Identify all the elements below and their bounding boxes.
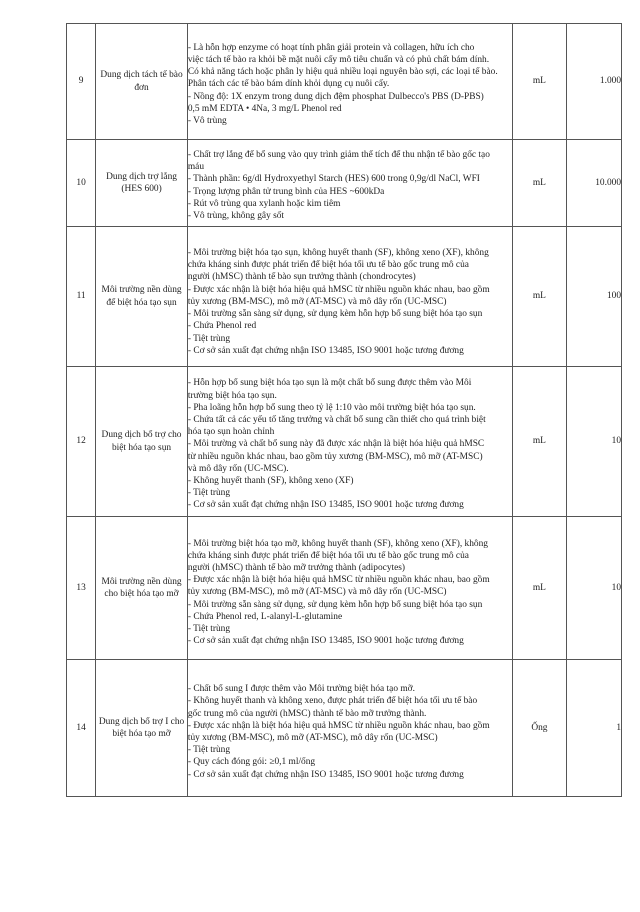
item-description: - Hỗn hợp bổ sung biệt hóa tạo sụn là một chất bổ sung được thêm vào Môi trường biệt hóa tạo sụn. - Pha loãng hỗn hợp bổ sung theo tỷ lệ 1:10 vào môi trường biệt hóa tạo sụn. - Chứa tất cả các yếu tố tăng trưởng và chất bổ sung cần thiết cho quá trình biệt hóa tạo sụn hoàn chỉnh - Môi trường và chất bổ sung này đã được xác nhận là biệt hóa hiệu quả hMSC từ nhiều nguồn khác nhau, bao gồm tủy xương (BM-MSC), mô mỡ (AT-MSC) và mô dây rốn (UC-MSC). - Không huyết thanh (SF), không xeno (XF) - Tiệt trùng - Cơ sở sản xuất đạt chứng nhận ISO 13485, ISO 9001 hoặc tương đương [187,367,512,517]
item-quantity: 10.000 [566,140,621,227]
item-name: Dung dịch tách tế bào đơn [96,24,188,140]
row-number: 14 [67,660,96,797]
item-name: Dung dịch trợ lắng (HES 600) [96,140,188,227]
item-description: - Chất trợ lắng để bổ sung vào quy trình giảm thể tích để thu nhận tế bào gốc tạo máu - Thành phần: 6g/dl Hydroxyethyl Starch (HES) 600 trong 0,9g/dl NaCl, WFI - Trọng lượng phân tử trung bình của HES ~600kDa - Rút vô trùng qua xylanh hoặc kim tiêm - Vô trùng, không gây sốt [187,140,512,227]
table-row [67,660,622,797]
table-row [67,367,622,517]
table-row [67,517,622,660]
item-name: Dung dịch bổ trợ cho biệt hóa tạo sụn [96,367,188,517]
item-description: - Môi trường biệt hóa tạo sụn, không huyết thanh (SF), không xeno (XF), không chứa kháng sinh được phát triển để biệt hóa tối ưu tế bào gốc trung mô của người (hMSC) thành tế bào sụn trưởng thành (chondrocytes) - Được xác nhận là biệt hóa hiệu quả hMSC từ nhiều nguồn khác nhau, bao gồm tủy xương (BM-MSC), mô mỡ (AT-MSC) và mô dây rốn (UC-MSC) - Môi trường sẵn sàng sử dụng, sử dụng kèm hỗn hợp bổ sung biệt hóa tạo sụn - Chứa Phenol red - Tiệt trùng - Cơ sở sản xuất đạt chứng nhận ISO 13485, ISO 9001 hoặc tương đương [187,227,512,367]
item-description: - Là hỗn hợp enzyme có hoạt tính phân giải protein và collagen, hữu ích cho việc tách tế bào ra khỏi bề mặt nuôi cấy mô tiêu chuẩn và có phủ chất bám dính. Có khả năng tách hoặc phân ly hiệu quả nhiều loại nguyên bào sợi, các loại tế bào. Phân tách các tế bào bám dính khỏi dụng cụ nuôi cấy. - Nồng độ: 1X enzym trong dung dịch đệm phosphat Dulbecco's PBS (D-PBS) 0,5 mM EDTA • 4Na, 3 mg/L Phenol red - Vô trùng [187,24,512,140]
item-unit: mL [513,140,566,227]
table-row [67,227,622,367]
row-number: 9 [67,24,96,140]
item-unit: Ống [513,660,566,797]
table-row [67,140,622,227]
row-number: 11 [67,227,96,367]
item-quantity: 10 [566,367,621,517]
document-page [66,23,622,797]
item-quantity: 1 [566,660,621,797]
item-quantity: 10 [566,517,621,660]
row-number: 10 [67,140,96,227]
item-unit: mL [513,227,566,367]
item-name: Môi trường nền dùng để biệt hóa tạo sụn [96,227,188,367]
specification-table [66,23,622,797]
item-unit: mL [513,24,566,140]
item-unit: mL [513,367,566,517]
table-row [67,24,622,140]
item-name: Môi trường nền dùng cho biệt hóa tạo mỡ [96,517,188,660]
item-quantity: 1.000 [566,24,621,140]
row-number: 13 [67,517,96,660]
item-unit: mL [513,517,566,660]
item-quantity: 100 [566,227,621,367]
item-name: Dung dịch bổ trợ I cho biệt hóa tạo mỡ [96,660,188,797]
item-description: - Chất bổ sung I được thêm vào Môi trường biệt hóa tạo mỡ. - Không huyết thanh và không xeno, được phát triển để biệt hóa tối ưu tế bào gốc trung mô của người (hMSC) thành tế bào mỡ trưởng thành. - Được xác nhận là biệt hóa hiệu quả hMSC từ nhiều nguồn khác nhau, bao gồm tủy xương (BM-MSC), mô mỡ (AT-MSC), mô dây rốn (UC-MSC) - Tiệt trùng - Quy cách đóng gói: ≥0,1 ml/ống - Cơ sở sản xuất đạt chứng nhận ISO 13485, ISO 9001 hoặc tương đương [187,660,512,797]
row-number: 12 [67,367,96,517]
item-description: - Môi trường biệt hóa tạo mỡ, không huyết thanh (SF), không xeno (XF), không chứa kháng sinh được phát triển để biệt hóa tối ưu tế bào gốc trung mô của người (hMSC) thành tế bào mỡ trưởng thành (adipocytes) - Được xác nhận là biệt hóa hiệu quả hMSC từ nhiều nguồn khác nhau, bao gồm tủy xương (BM-MSC), mô mỡ (AT-MSC) và mô dây rốn (UC-MSC) - Môi trường sẵn sàng sử dụng, sử dụng kèm hỗn hợp bổ sung biệt hóa tạo sụn - Chứa Phenol red, L-alanyl-L-glutamine - Tiệt trùng - Cơ sở sản xuất đạt chứng nhận ISO 13485, ISO 9001 hoặc tương đương [187,517,512,660]
